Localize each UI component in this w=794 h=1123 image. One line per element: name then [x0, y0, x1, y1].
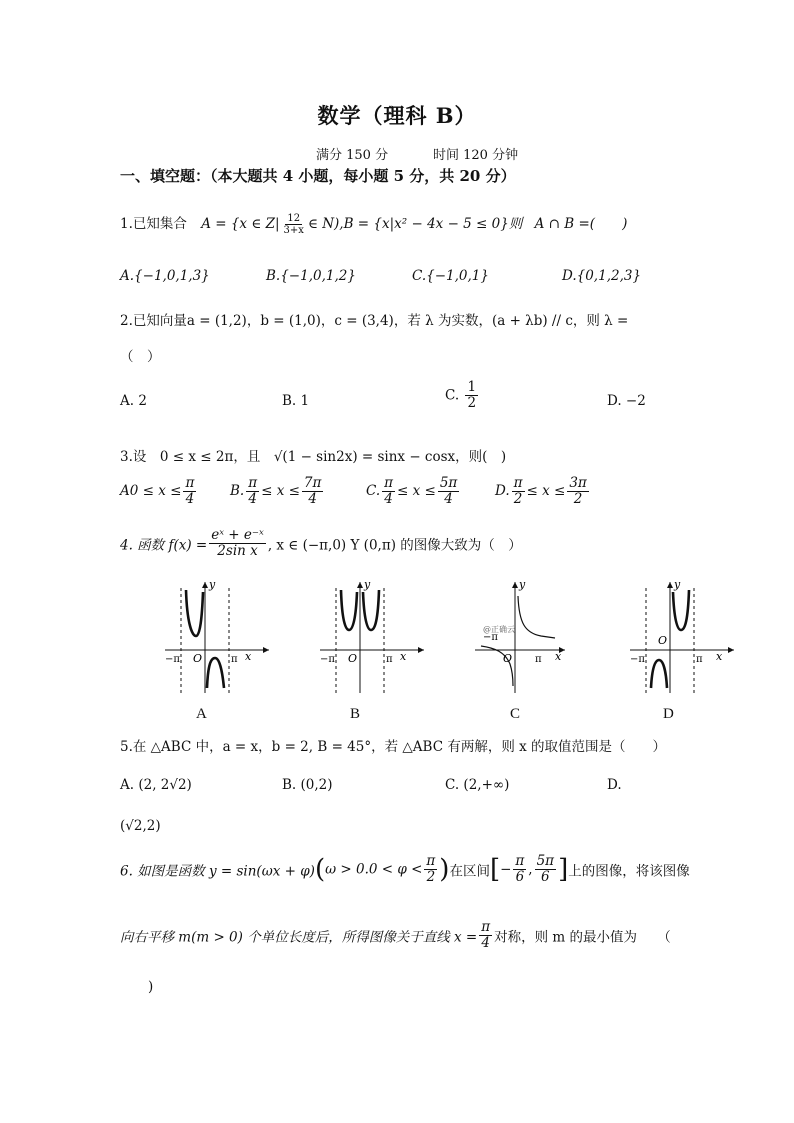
q6-cond-num: π	[426, 853, 436, 869]
q2-c-num: 1	[467, 379, 477, 395]
q3-b-mid: ≤ x ≤	[261, 482, 300, 499]
q2-c-den: 2	[467, 394, 477, 411]
q2-option-d: D. −2	[607, 393, 646, 409]
q2-option-a: A. 2	[120, 393, 147, 409]
q6-line2-pre: 向右平移 m(m > 0) 个单位长度后，所得图像关于直线 x =	[120, 929, 478, 946]
graph-c	[455, 578, 585, 698]
q3-b-n1: π	[248, 475, 258, 491]
q1-option-a: A.{−1,0,1,3}	[120, 268, 210, 284]
q3-c-d1: 4	[384, 490, 393, 507]
q3-d-pre: D.	[495, 482, 510, 499]
graph-c-watermark: @正确云	[483, 625, 515, 634]
q1-option-b: B.{−1,0,1,2}	[266, 268, 356, 284]
graph-a-curve-right	[207, 658, 224, 688]
graph-b-neg-pi: −π	[320, 654, 335, 665]
q5-option-d: D.	[607, 777, 622, 793]
graph-c-curve-right	[518, 596, 555, 638]
q3-a-pre: A0 ≤ x ≤	[120, 482, 182, 499]
q2-option-c	[445, 380, 480, 411]
q6-cond-pre: ω > 0.0 < φ <	[325, 861, 423, 878]
graph-a-x-arrow	[263, 647, 269, 653]
q6-line-3: )	[148, 979, 154, 995]
question-6: 6. 如图是函数 y = sin(ωx + φ)(ω > 0.0 < φ < $\frac{\pi}{2}$ )在区间[− $\frac{\pi}{6}$ , $\frac{5\pi}{6}$ ]上的图像，将该图像	[120, 853, 690, 885]
q3-option-d	[495, 476, 591, 507]
q6-i-n1: π	[515, 853, 525, 869]
q3-d-d1: 2	[513, 490, 523, 507]
q6-line2-num: π	[481, 919, 491, 935]
question-2: 2.已知向量a = (1,2)，b = (1,0)，c = (3,4)，若 λ 为实数，(a + λb) // c，则 λ =	[120, 313, 629, 329]
graph-d-label: D	[663, 706, 674, 722]
graph-b-curve-left	[341, 590, 357, 630]
q1-frac-num: 12	[287, 213, 301, 224]
q3-b-n2: 7π	[303, 475, 322, 491]
section-heading: 一、填空题：（本大题共 4 小题，每小题 5 分，共 20 分）	[120, 167, 516, 185]
graph-c-neg-pi: −π	[483, 632, 498, 643]
graph-a-origin: O	[193, 652, 203, 665]
q3-b-d2: 4	[308, 490, 317, 507]
q2-paren: （ ）	[120, 349, 161, 365]
q3-option-c	[366, 476, 461, 507]
graph-b-curve-right	[363, 590, 379, 630]
q1-option-d: D.{0,1,2,3}	[562, 268, 642, 284]
graph-b-y-label: y	[364, 578, 371, 591]
graph-c-label: C	[510, 706, 521, 722]
q2-option-c-label: C.	[445, 387, 460, 404]
q3-b-d1: 4	[248, 490, 257, 507]
graph-d-x-arrow	[728, 647, 734, 653]
q4-den: 2sin x	[217, 542, 258, 559]
graph-b-x-arrow	[418, 647, 424, 653]
page-title: 数学（理科 B）	[317, 103, 477, 128]
graph-c-y-arrow	[512, 582, 518, 588]
q6-i-n2: 5π	[536, 853, 555, 869]
graph-a-y-label: y	[209, 578, 216, 591]
graph-b-label: B	[350, 706, 361, 722]
q5-option-c: C. (2,+∞)	[445, 777, 510, 793]
graph-a-curve-left	[186, 590, 203, 636]
q6-line-2	[120, 920, 671, 951]
graph-d-origin: O	[658, 634, 668, 647]
q3-c-d2: 4	[444, 490, 453, 507]
graph-b-pi: π	[386, 654, 393, 665]
q3-d-d2: 2	[573, 490, 583, 507]
graph-c-pi: π	[535, 654, 542, 665]
graph-b	[300, 578, 430, 698]
q1-set-a: A = {x ∈ Z|	[201, 216, 280, 232]
graph-d-curve-left	[651, 660, 667, 688]
graph-a-pi: π	[231, 654, 238, 665]
full-score: 满分 150 分	[316, 148, 389, 163]
q3-c-n1: π	[384, 475, 394, 491]
graph-b-origin: O	[348, 652, 358, 665]
graph-a-y-arrow	[202, 582, 208, 588]
graph-b-y-arrow	[357, 582, 363, 588]
graph-a-x-label: x	[245, 650, 252, 663]
q3-d-n2: 3π	[569, 475, 587, 491]
q1-ask: A ∩ B =( )	[534, 216, 628, 232]
q1-lead: 1.已知集合	[120, 216, 187, 232]
q5-option-b: B. (0,2)	[282, 777, 333, 793]
q3-c-mid: ≤ x ≤	[397, 482, 436, 499]
q3-d-mid: ≤ x ≤	[526, 482, 566, 499]
graph-d	[610, 578, 740, 698]
graph-a-label: A	[196, 706, 207, 722]
q6-i-d2: 6	[541, 868, 550, 885]
graph-a	[145, 578, 275, 698]
q5-option-a: A. (2, 2√2)	[120, 777, 192, 793]
q3-a-d1: 4	[185, 490, 195, 507]
q3-c-pre: C.	[366, 482, 381, 499]
graph-d-y-arrow	[667, 582, 673, 588]
q6-line2-tail: 对称，则 m 的最小值为 （	[494, 929, 671, 946]
q3-d-n1: π	[513, 475, 523, 491]
q3-b-pre: B.	[230, 482, 245, 499]
q6-lead: 6. 如图是函数 y = sin(ωx + φ)	[120, 863, 315, 880]
graph-c-origin: O	[503, 652, 513, 665]
graph-d-neg-pi: −π	[630, 654, 645, 665]
q3-c-n2: 5π	[439, 475, 458, 491]
question-4	[120, 528, 522, 559]
exam-time: 时间 120 分钟	[433, 148, 519, 163]
q1-set-tail: ∈ N),B = {x|x² − 4x − 5 ≤ 0}则	[307, 216, 523, 232]
q3-option-a	[120, 476, 198, 507]
q6-mid: 在区间	[449, 863, 490, 880]
q1-frac-den: 3+x	[283, 225, 304, 236]
q3-option-b	[230, 476, 325, 507]
q4-tail: , x ∈ (−π,0) Y (0,π) 的图像大致为（ ）	[267, 537, 522, 554]
graph-d-x-label: x	[716, 650, 723, 663]
q5-option-d-value: (√2,2)	[120, 818, 161, 834]
graph-d-pi: π	[696, 654, 703, 665]
q4-lead: 4. 函数 f(x) =	[120, 537, 208, 554]
graph-d-curve-right	[673, 590, 689, 630]
q6-line2-den: 4	[481, 934, 490, 951]
question-5: 5.在 △ABC 中，a = x，b = 2, B = 45°，若 △ABC 有两解，则 x 的取值范围是（ ）	[120, 739, 667, 755]
q4-num: eˣ + e⁻ˣ	[211, 527, 264, 543]
q6-i-d1: 6	[515, 868, 525, 885]
graph-b-x-label: x	[400, 650, 407, 663]
graph-c-x-label: x	[555, 650, 562, 663]
q6-tail: 上的图像，将该图像	[568, 863, 690, 880]
q6-cond-den: 2	[426, 868, 436, 885]
graph-d-y-label: y	[674, 578, 681, 591]
q3-a-n1: π	[185, 475, 195, 491]
graph-a-neg-pi: −π	[165, 654, 180, 665]
q2-option-b: B. 1	[282, 393, 310, 409]
q1-option-c: C.{−1,0,1}	[412, 268, 489, 284]
question-3: 3.设 0 ≤ x ≤ 2π，且 √(1 − sin2x) = sinx − cosx，则( )	[120, 449, 507, 465]
graph-c-y-label: y	[519, 578, 526, 591]
question-1	[120, 212, 627, 236]
